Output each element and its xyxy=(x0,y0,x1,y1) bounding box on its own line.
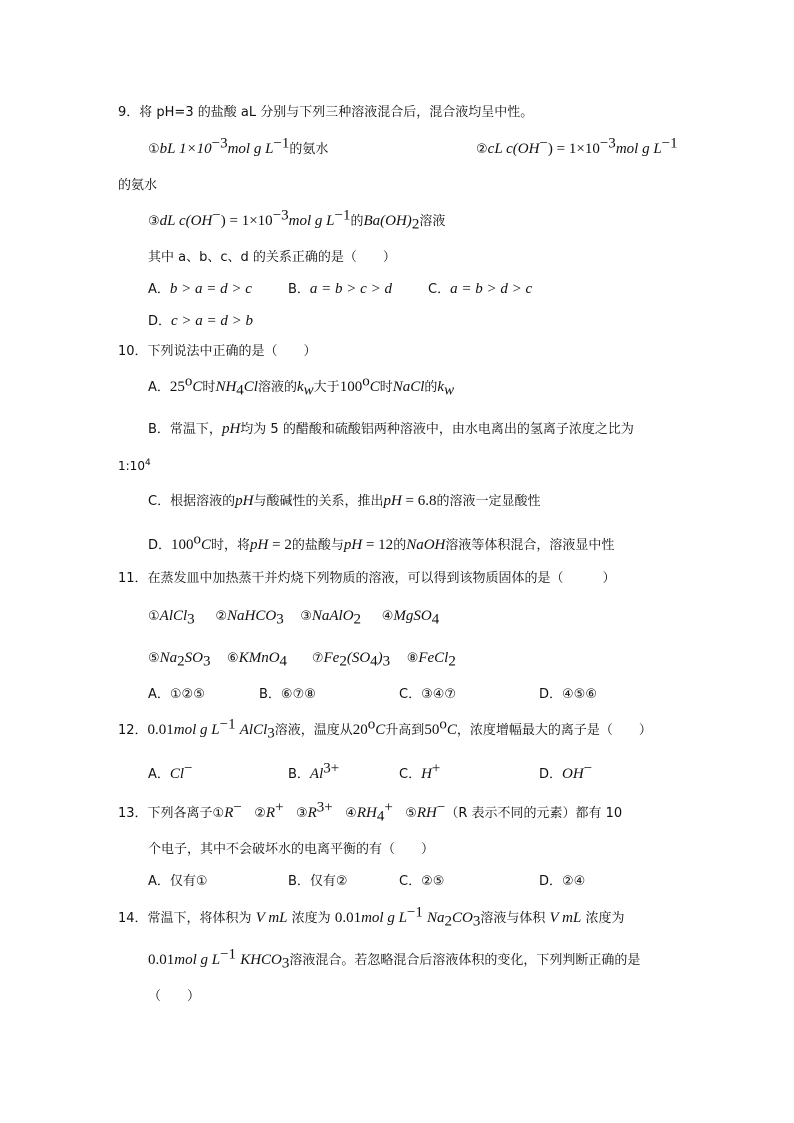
q12-option-c[interactable]: C．H+ xyxy=(399,760,441,782)
q12-option-a[interactable]: A．Cl− xyxy=(148,760,193,782)
q13-option-d[interactable]: D．②④ xyxy=(539,874,586,889)
q9-ask: 其中 a、b、c、d 的关系正确的是（ ） xyxy=(148,250,396,265)
q9-option-a[interactable]: A．b > a = d > c xyxy=(148,281,252,297)
q9-item-1: ①bL $1\times 10^{-3}mol$ g $L^{-1}$的氨水 xyxy=(148,135,329,157)
q9-stem: 9．将 pH=3 的盐酸 aL 分别与下列三种溶液混合后，混合液均呈中性。 xyxy=(118,105,534,120)
q13-stem-cont: 个电子，其中不会破坏水的电离平衡的有（ ） xyxy=(148,842,435,857)
q13-option-b[interactable]: B．仅有② xyxy=(288,874,348,889)
q14-answer-paren: （ ） xyxy=(148,989,201,1004)
q13-option-c[interactable]: C．②⑤ xyxy=(399,874,445,889)
q9-option-d[interactable]: D．c > a = d > b xyxy=(148,313,254,329)
q13-option-a[interactable]: A．仅有① xyxy=(148,874,208,889)
q13-stem: 13．下列各离子①R− ②R+ $③R^{3+}$ $④RH_4^+$ ⑤RH−（R 表示不同的元素）都有 10 xyxy=(118,799,623,825)
q11-option-a[interactable]: A．①②⑤ xyxy=(148,687,205,702)
q12-stem: 12．0.01mol g $L^{-1}$ AlCl$_3$溶液，温度从20$^o$C升高到50$^o$C，浓度增幅最大的离子是（ ） xyxy=(118,716,652,742)
q10-option-a[interactable]: A．25$^o$C时$NH_4Cl$溶液的$k_w$大于100$^o$C时NaCl的$k_w$ xyxy=(148,373,455,399)
q9-option-b[interactable]: B．a = b > c > d xyxy=(288,281,392,297)
q12-option-b[interactable]: B．$Al^{3+}$ xyxy=(288,760,340,782)
q14-stem-line-1: 14．常温下，将体积为 V mL 浓度为 0.01mol g $L^{-1}$ $Na_2CO_3$溶液与体积 V mL 浓度为 xyxy=(118,904,625,930)
q10-option-b[interactable]: B．常温下，pH均为 5 的醋酸和硫酸铝两种溶液中，由水电离出的氢离子浓度之比为 xyxy=(148,421,634,437)
q9-option-c[interactable]: C．a = b > d > c xyxy=(428,281,533,297)
q11-items-row-2: $⑤Na_2SO_3$ ⑥KMnO$_4$ $⑦Fe_2(SO_4)_3$ ⑧FeCl$_2$ xyxy=(148,650,456,670)
q11-items-row-1: ①AlCl$_3$ ②NaHCO$_3$ ③NaAlO$_2$ ④MgSO$_4$ xyxy=(148,608,440,628)
q10-stem: 10．下列说法中正确的是（ ） xyxy=(118,344,317,359)
q12-option-d[interactable]: D．OH− xyxy=(539,760,593,782)
q10-option-b-cont: $1:10^4$ xyxy=(118,458,151,473)
q11-option-b[interactable]: B．⑥⑦⑧ xyxy=(259,687,316,702)
q11-stem: 11．在蒸发皿中加热蒸干并灼烧下列物质的溶液，可以得到该物质固体的是（ ） xyxy=(118,571,616,586)
q9-item-2-cont: 的氨水 xyxy=(118,178,158,193)
q9-item-3: ③dL $c(OH^-) = 1\times 10^{-3}mol$ g $L^{-1}$的$Ba(OH)_2$溶液 xyxy=(148,207,446,233)
q11-option-c[interactable]: C．③④⑦ xyxy=(399,687,457,702)
q11-option-d[interactable]: D．④⑤⑥ xyxy=(539,687,597,702)
q9-item-2: ②cL $c(OH^-) = 1\times 10^{-3}mol$ g $L^{-1}$ xyxy=(476,135,678,157)
q10-option-c[interactable]: C．根据溶液的pH与酸碱性的关系，推出pH = 6.8的溶液一定显酸性 xyxy=(148,493,541,509)
q14-stem-line-2: 0.01mol g $L^{-1}$ $KHCO_3$溶液混合。若忽略混合后溶液体积的变化，下列判断正确的是 xyxy=(148,946,641,972)
q10-option-d[interactable]: D．100$^o$C时，将pH = 2的盐酸与pH = 12的NaOH溶液等体积混合，溶液显中性 xyxy=(148,531,615,553)
